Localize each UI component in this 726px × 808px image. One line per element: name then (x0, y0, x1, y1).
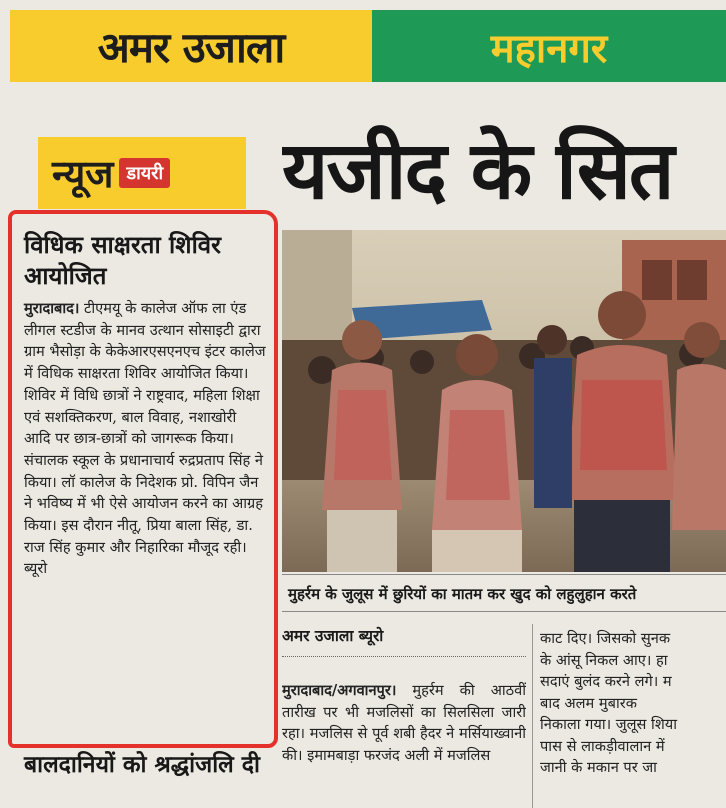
section-name: महानगर (490, 25, 608, 72)
photo-caption: मुहर्रम के जुलूस में छुरियों का मातम कर खुद को लहुलुहान करते (282, 574, 726, 612)
masthead-section (372, 10, 726, 82)
next-news-title: बालदानियों को श्रद्धांजलि दी (24, 752, 260, 778)
story-column-2-line: बाद अलम मुबारक (540, 694, 637, 712)
left-news-dateline: मुरादाबाद। (24, 300, 80, 317)
main-headline: यजीद के सित (282, 124, 673, 217)
news-diary-badge (38, 137, 246, 209)
photo-illustration (282, 230, 726, 572)
story-column-2-line: पास से लाकड़ीवालान में (540, 737, 665, 755)
masthead-amar-ujala (10, 10, 372, 82)
story-column-2-line: काट दिए। जिसको सुनक (540, 630, 671, 647)
story-column-1 (282, 680, 526, 808)
story-column-1-text: मुहर्रम की आठवीं तारीख पर भी मजलिसों का सिलसिला जारी रहा। मजलिस से पूर्व शबी हैदर ने मर्सियाख्वानी की। इमामबाड़ा फरजंद अली में मजलिस (282, 682, 526, 764)
story-dateline: मुरादाबाद/अगवानपुर। (282, 682, 397, 699)
left-news-body (24, 298, 266, 580)
badge-main-text: न्यूज (52, 152, 114, 196)
left-news-title: विधिक साक्षरता शिविर आयोजित (24, 231, 221, 290)
badge-tag: डायरी (119, 158, 170, 188)
story-byline: अमर उजाला ब्यूरो (282, 624, 526, 657)
story-column-2-line: सदाएं बुलंद करने लगे। म (540, 673, 672, 690)
masthead-logo-text: अमर उजाला (97, 22, 285, 72)
story-column-2 (540, 628, 726, 808)
muharram-procession-photo (282, 230, 726, 572)
left-news-item (14, 222, 272, 742)
story-column-2-line: के आंसू निकल आए। हा (540, 651, 668, 669)
left-news-text: टीएमयू के कालेज ऑफ ला एंड लीगल स्टडीज के मानव उत्थान सोसाइटी द्वारा ग्राम भैसोड़ा के केकेआरएसएनएच इंटर कालेज में विधिक साक्षरता शिविर आयोजित किया। शिविर में विधि छात्रों ने राष्ट्रवाद, महिला शिक्षा एवं सशक्तिकरण, बाल विवाह, नशाखोरी आदि पर छात्र-छात्रों को जागरूक किया। संचालक स्कूल के प्रधानाचार्य रुद्रप्रताप सिंह ने किया। लॉ कालेज के निदेशक प्रो. विपिन जैन ने भविष्य में भी ऐसे आयोजन करने का आग्रह किया। इस दौरान नीतू, प्रिया बाला सिंह, डा. राज सिंह कुमार और निहारिका मौजूद रही। ब्यूरो (24, 300, 266, 578)
story-column-2-line: जानी के मकान पर जा (540, 759, 657, 776)
story-column-2-line: निकाला गया। जुलूस शिया (540, 716, 677, 733)
column-divider (532, 624, 533, 808)
